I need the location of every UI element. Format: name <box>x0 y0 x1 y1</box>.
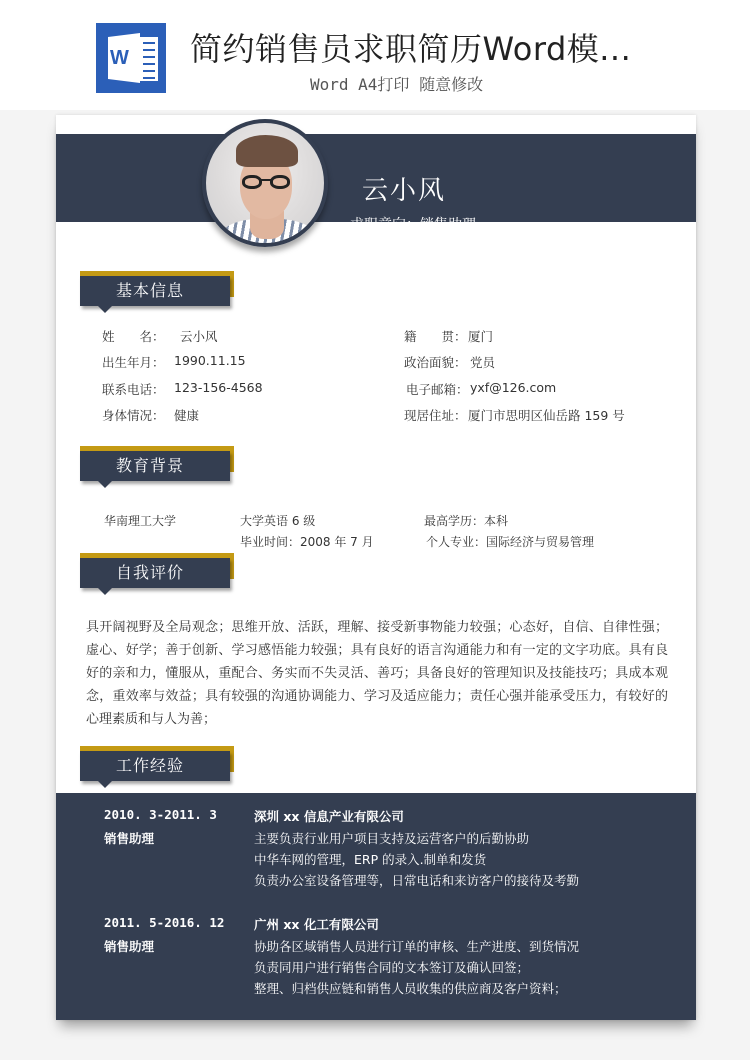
job-duty: 负责同用户进行销售合同的文本签订及确认回签； <box>254 960 530 975</box>
job-date: 2011. 5-2016. 12 <box>104 915 225 930</box>
info-email: 电子邮箱： yxf@126.com <box>406 380 557 397</box>
section-self-evaluation <box>80 553 235 583</box>
job-duty: 协助各区域销售人员进行订单的审核、生产进度、到货情况 <box>254 939 580 954</box>
info-native-place: 籍 贯： 厦门 <box>404 329 494 344</box>
word-letter: W <box>110 47 129 69</box>
info-phone: 联系电话： 123-156-4568 <box>102 380 263 397</box>
document-title: 简约销售员求职简历Word模... <box>190 30 632 68</box>
word-icon <box>96 23 166 93</box>
edu-major: 个人专业：国际经济与贸易管理 <box>426 535 595 549</box>
job-company: 广州 xx 化工有限公司 <box>254 917 379 932</box>
info-health: 身体情况： 健康 <box>102 408 200 423</box>
job-role: 销售助理 <box>104 939 155 954</box>
info-birth: 出生年月： 1990.11.15 <box>102 353 246 370</box>
job-company: 深圳 xx 信息产业有限公司 <box>254 809 404 824</box>
section-title: 自我评价 <box>80 558 230 588</box>
job-date: 2010. 3-2011. 3 <box>104 807 217 822</box>
section-title: 教育背景 <box>80 451 230 481</box>
info-name: 姓 名： 云小风 <box>102 329 218 344</box>
preview-header <box>0 0 750 110</box>
job-duty: 主要负责行业用户项目支持及运营客户的后勤协助 <box>254 831 530 846</box>
edu-english: 大学英语 6 级 <box>240 514 316 528</box>
info-political: 政治面貌： 党员 <box>404 355 496 370</box>
document-subtitle: Word A4打印 随意修改 <box>310 75 484 94</box>
avatar <box>202 119 328 247</box>
info-address: 现居住址： 厦门市思明区仙岳路 159 号 <box>404 408 625 423</box>
section-title: 工作经验 <box>80 751 230 781</box>
profile-banner <box>56 134 696 233</box>
job-duty: 中华车网的管理，ERP 的录入.制单和发货 <box>254 852 487 867</box>
section-education <box>80 446 235 476</box>
job-role: 销售助理 <box>104 831 155 846</box>
self-evaluation-text: 具开阔视野及全局观念；思维开放、活跃，理解、接受新事物能力较强；心态好，自信、自律性强；虚心、好学；善于创新、学习感悟能力较强；具有良好的语言沟通能力和有一定的文字功底。具有良好的亲和力，懂服从，重配合、务实而不失灵活、善巧；具备良好的管理知识及技能技巧；具成本观念，重效率与效益；具有较强的沟通协调能力、学习及适应能力；责任心强并能承受压力，有较好的心理素质和与人为善； <box>86 620 668 727</box>
job-duty: 负责办公室设备管理等，日常电话和来访客户的接待及考勤 <box>254 873 580 888</box>
job-intent: 求职意向：销售助理 <box>350 217 476 233</box>
section-work-experience <box>80 746 235 776</box>
resume-page <box>56 115 696 1020</box>
work-experience-panel <box>56 793 696 1020</box>
candidate-name: 云小风 <box>362 176 447 206</box>
edu-graduation: 毕业时间：2008 年 7 月 <box>240 535 374 549</box>
edu-school: 华南理工大学 <box>104 514 177 528</box>
section-basic-info <box>80 271 235 301</box>
section-title: 基本信息 <box>80 276 230 306</box>
glasses-icon <box>240 175 296 189</box>
job-duty: 整理、归档供应链和销售人员收集的供应商及客户资料； <box>254 981 567 996</box>
edu-degree: 最高学历：本科 <box>424 514 509 528</box>
